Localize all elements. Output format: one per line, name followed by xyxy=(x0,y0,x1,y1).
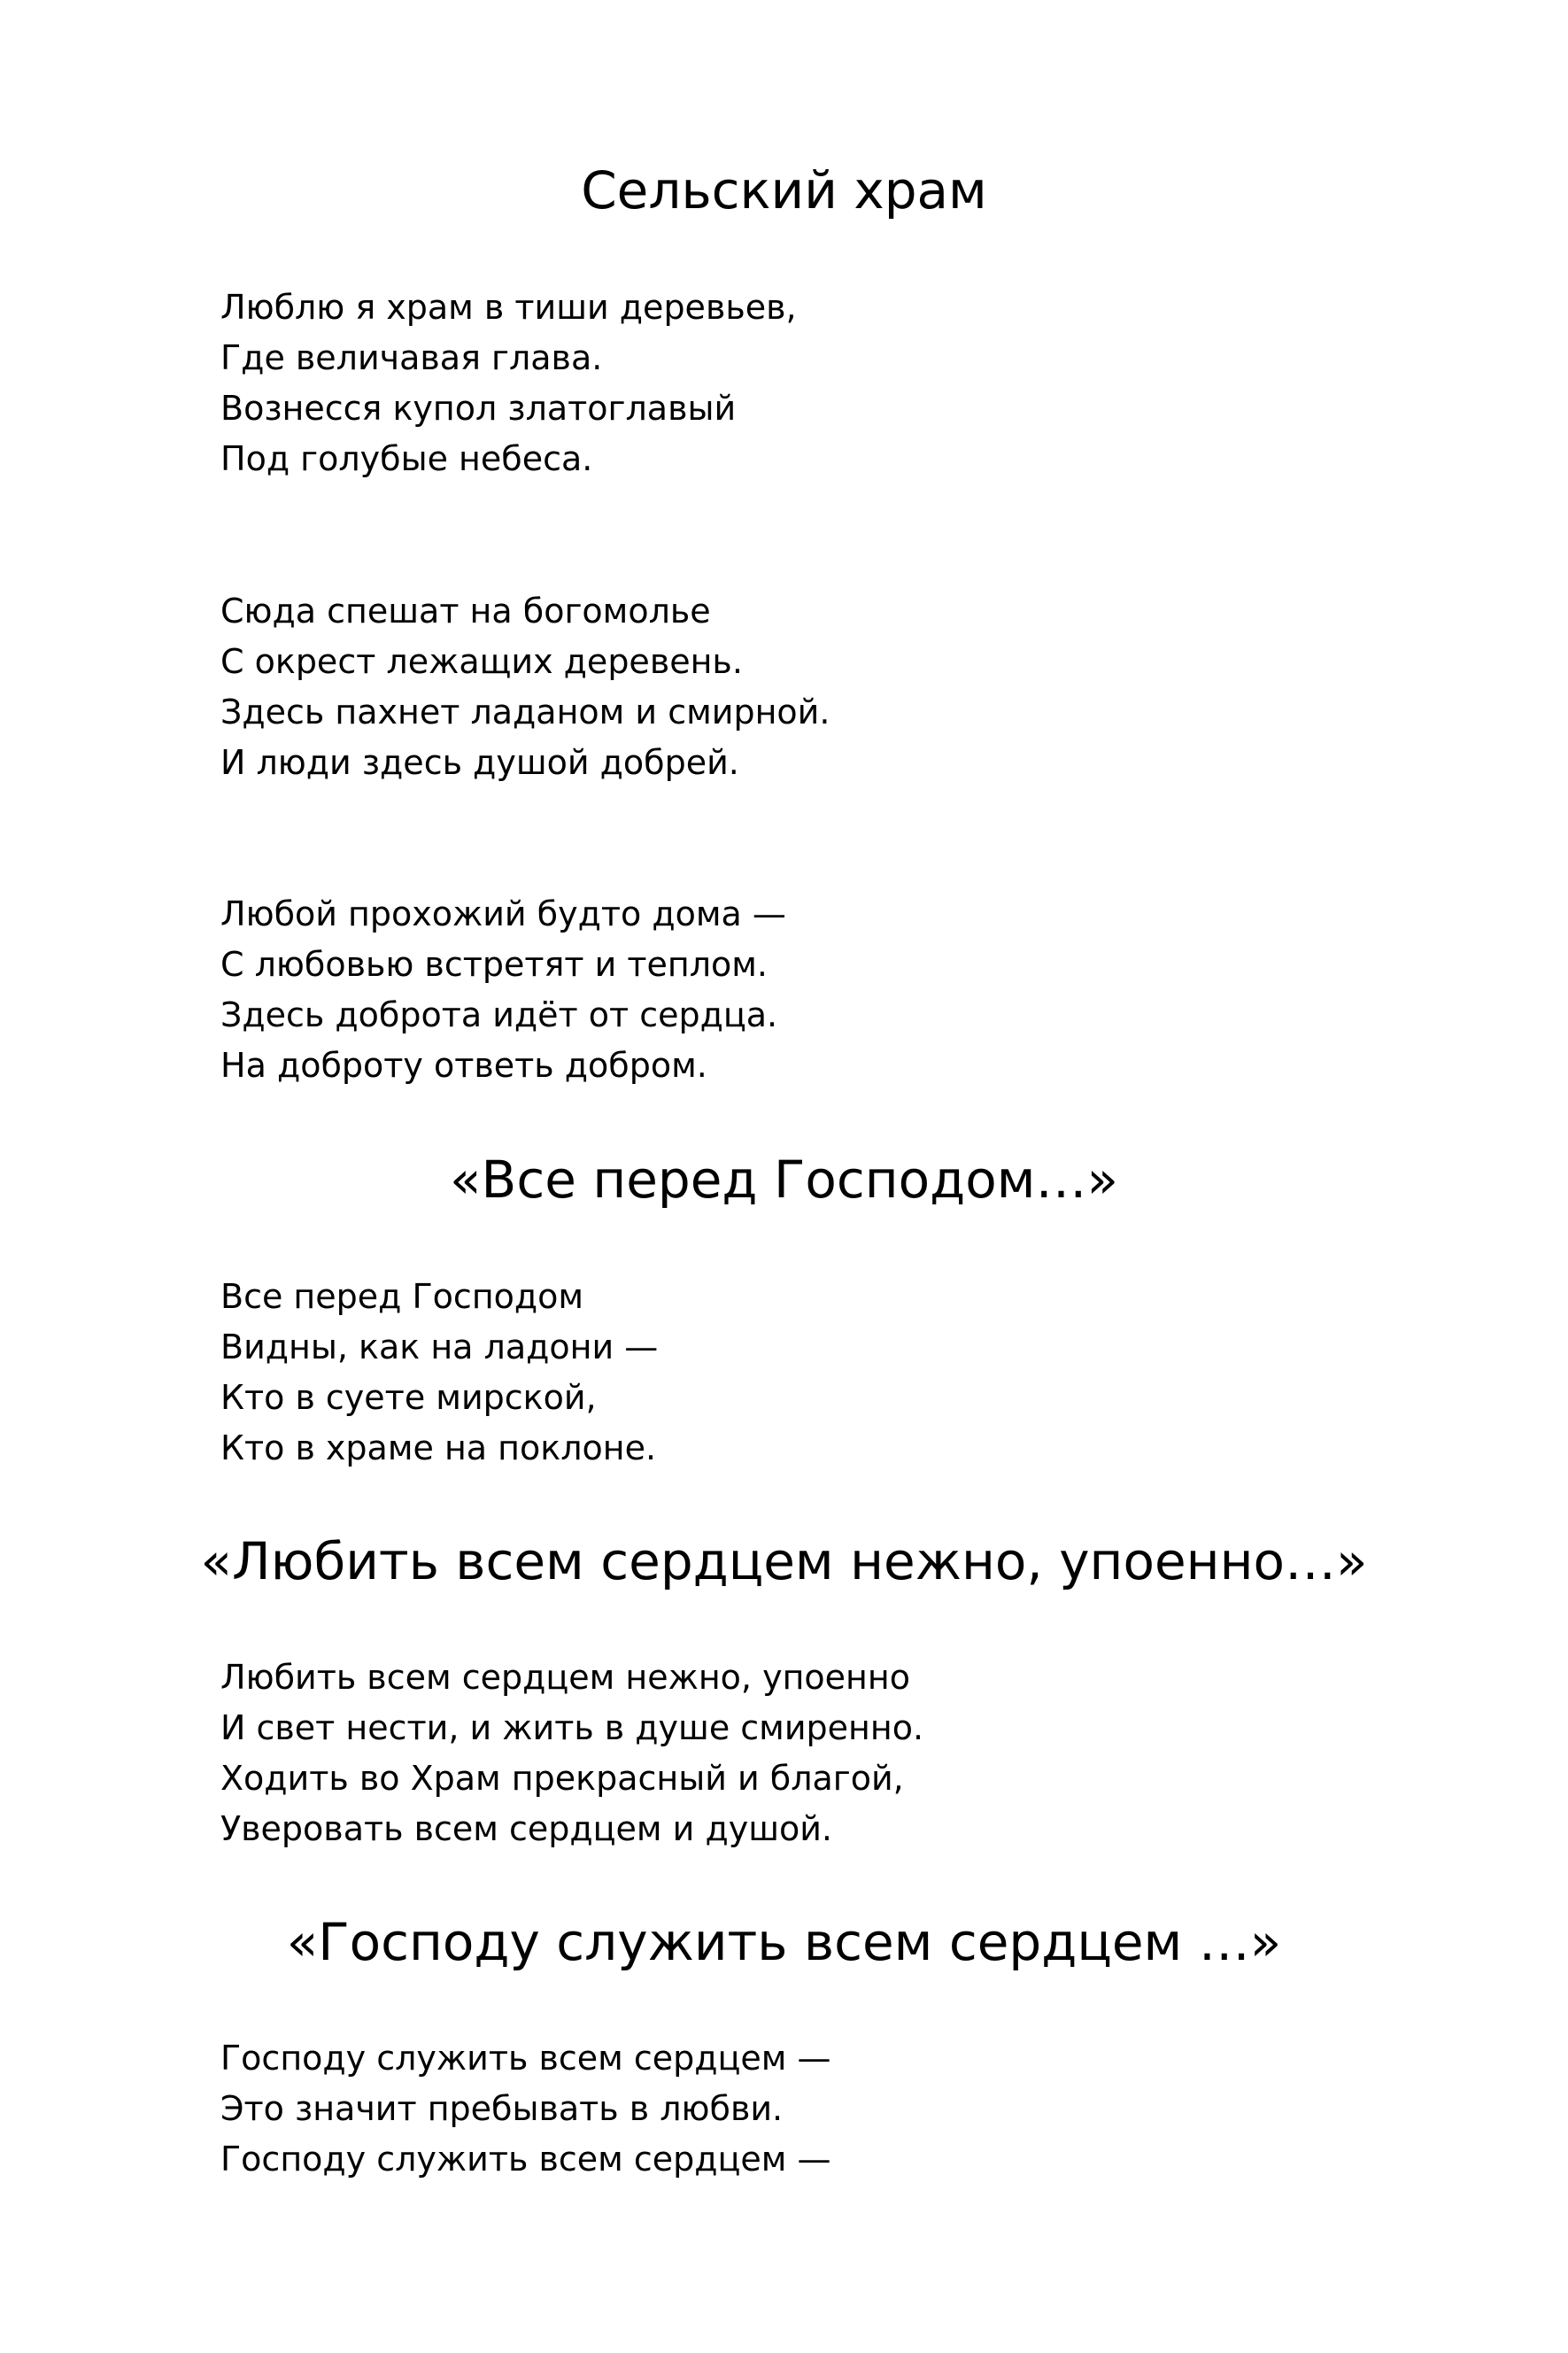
verse-line: Здесь пахнет ладаном и смирной. xyxy=(220,693,830,731)
verse-line: С любовью встретят и теплом. xyxy=(220,945,768,984)
stanza xyxy=(220,1653,923,1854)
verse-line: Кто в суете мирской, xyxy=(220,1378,597,1417)
verse-line: Господу служить всем сердцем — xyxy=(220,2140,831,2179)
stanza xyxy=(220,1272,658,1474)
verse-line: Любить всем сердцем нежно, упоенно xyxy=(220,1658,910,1697)
poem-title: «Все перед Господом…» xyxy=(450,1149,1118,1210)
verse-line: Ходить во Храм прекрасный и благой, xyxy=(220,1759,904,1798)
verse-line: И люди здесь душой добрей. xyxy=(220,743,739,782)
verse-line: Уверовать всем сердцем и душой. xyxy=(220,1809,832,1848)
verse-line: Под голубые небеса. xyxy=(220,439,593,478)
poem-title: Сельский храм xyxy=(581,160,987,221)
poem-title: «Господу служить всем сердцем …» xyxy=(286,1912,1282,1972)
verse-line: Все перед Господом xyxy=(220,1277,584,1316)
verse-line: На доброту ответь добром. xyxy=(220,1046,707,1085)
verse-line: С окрест лежащих деревень. xyxy=(220,642,743,681)
verse-line: Вознесся купол златоглавый xyxy=(220,389,737,428)
verse-line: И свет нести, и жить в душе смиренно. xyxy=(220,1708,924,1747)
stanza xyxy=(220,2033,831,2185)
verse-line: Сюда спешат на богомолье xyxy=(220,592,711,631)
verse-line: Здесь доброта идёт от сердца. xyxy=(220,995,778,1034)
stanza xyxy=(220,586,830,788)
verse-line: Где величавая глава. xyxy=(220,338,603,377)
stanza xyxy=(220,283,797,484)
verse-line: Господу служить всем сердцем — xyxy=(220,2039,831,2078)
verse-line: Кто в храме на поклоне. xyxy=(220,1428,657,1467)
stanza xyxy=(220,889,786,1091)
verse-line: Любой прохожий будто дома — xyxy=(220,894,786,933)
verse-line: Люблю я храм в тиши деревьев, xyxy=(220,288,797,327)
poem-title: «Любить всем сердцем нежно, упоенно…» xyxy=(200,1531,1368,1591)
verse-line: Это значит пребывать в любви. xyxy=(220,2089,784,2128)
verse-line: Видны, как на ладони — xyxy=(220,1327,659,1366)
